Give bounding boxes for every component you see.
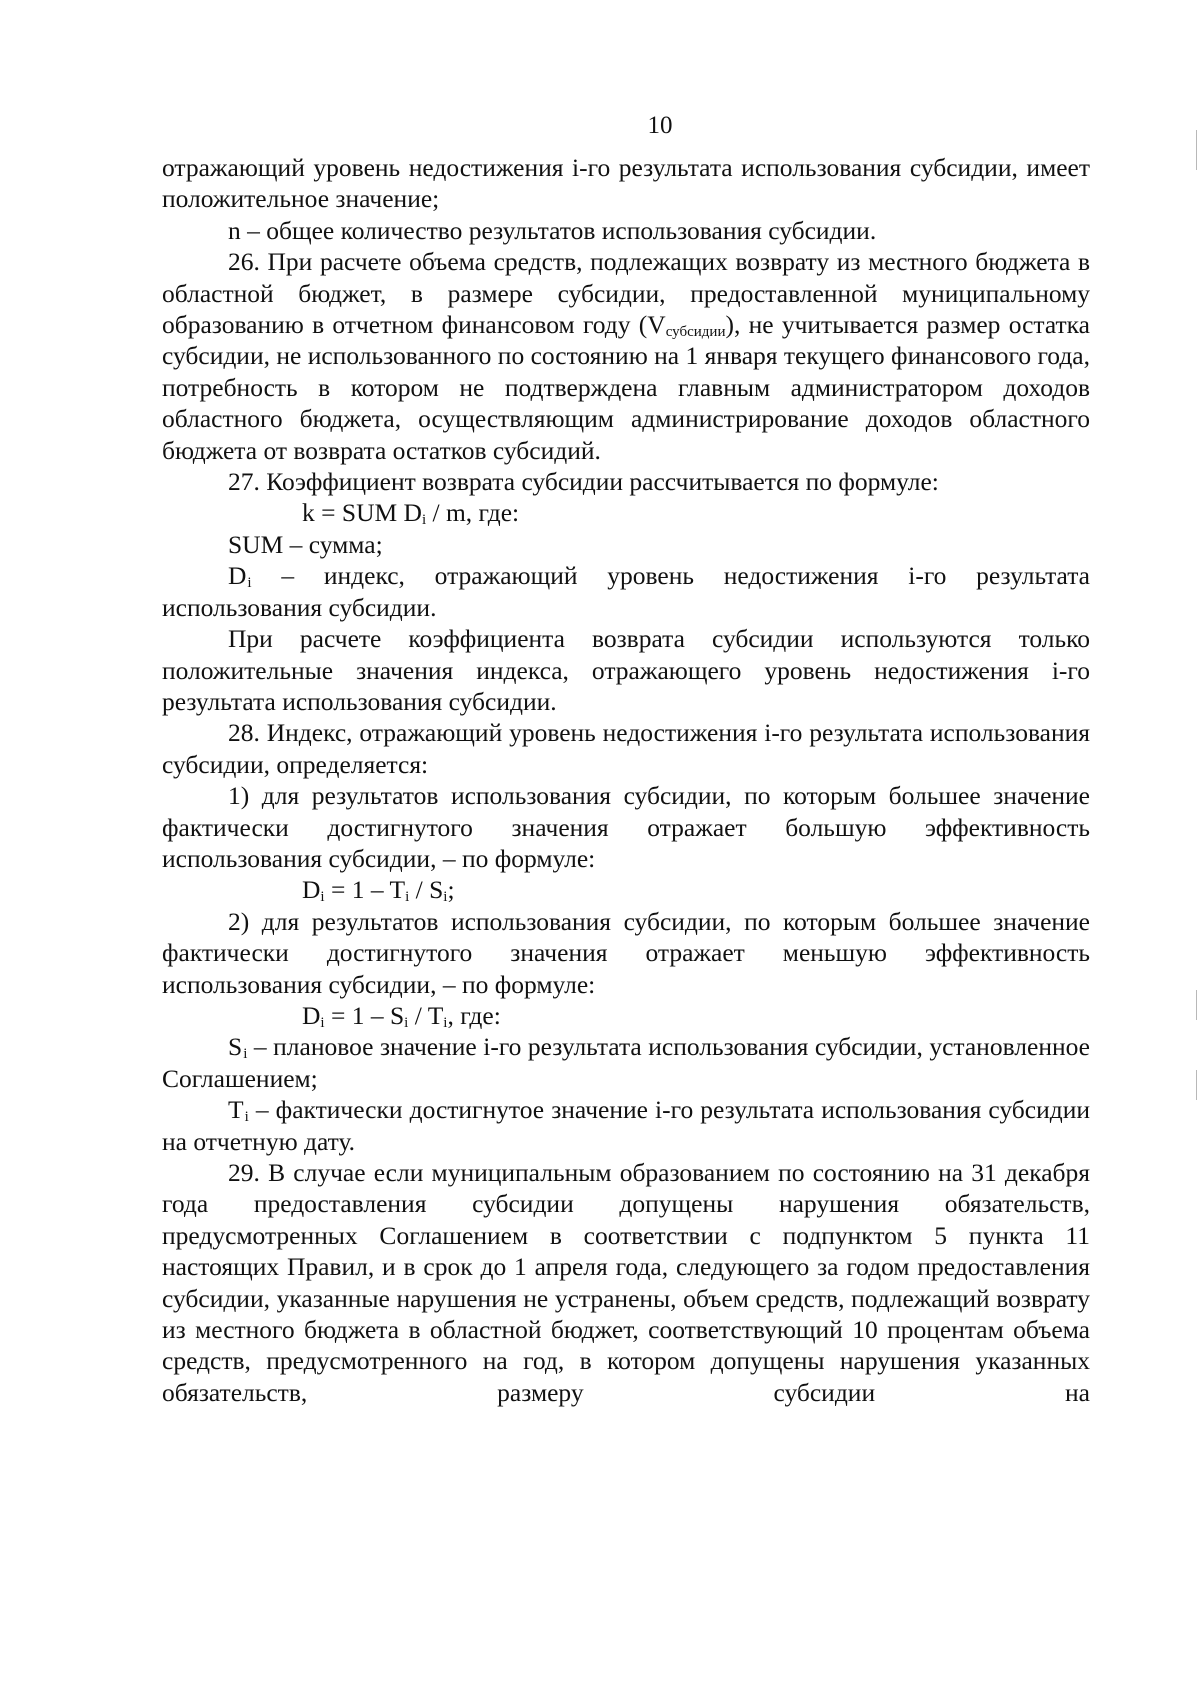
definition-s xyxy=(162,1031,1090,1094)
formula-d1-d: ; xyxy=(447,875,455,905)
paragraph-continuation: отражающий уровень недостижения i-го результата использования субсидии, имеет положительное значение; xyxy=(162,153,1090,214)
paragraph-positive-values: При расчете коэффициента возврата субсидии используются только положительные значения индекса, отражающего уровень недостижения i-го результата использования субсидии. xyxy=(162,624,1090,716)
formula-k-part-a: k = SUM D xyxy=(302,498,422,528)
paragraph-26-text-a: 26. При расчете объема средств, подлежащих возврату из местного бюджета в областной бюджет, в размере субсидии, предоставленной муниципальному образованию в отчетном финансовом году (V xyxy=(162,247,1090,340)
v-subscript: субсидии xyxy=(665,324,726,341)
formula-k-subscript: i xyxy=(421,512,427,529)
formula-d-1 xyxy=(162,874,1090,905)
symbol-d-subscript: i xyxy=(247,575,252,592)
formula-k xyxy=(162,497,1090,528)
formula-d2-sub2: i xyxy=(404,1014,409,1031)
paragraph-28: 28. Индекс, отражающий уровень недостижения i-го результата использования субсидии, определяется: xyxy=(162,718,1090,779)
formula-d1-sub1: i xyxy=(320,889,325,906)
document-body xyxy=(162,152,1090,1408)
formula-d1-b: = 1 – T xyxy=(324,875,406,905)
paragraph-n-definition: n – общее количество результатов использования субсидии. xyxy=(228,215,877,245)
formula-d2-c: / T xyxy=(408,1000,444,1030)
formula-d2-d: , где: xyxy=(447,1000,501,1030)
scan-margin-mark xyxy=(1196,130,1197,170)
formula-k-part-b: / m, где: xyxy=(426,498,520,528)
formula-d1-c: / S xyxy=(409,875,444,905)
page-number: 10 xyxy=(647,112,673,139)
definition-t-text: – фактически достигнутое значение i-го результата использования субсидии на отчетную дату. xyxy=(162,1095,1090,1156)
formula-d2-b: = 1 – S xyxy=(324,1000,405,1030)
item-2: 2) для результатов использования субсидии, по которым большее значение фактически достигнутого значения отражает меньшую эффективность использования субсидии, – по формуле: xyxy=(162,906,1090,999)
formula-d2-a: D xyxy=(302,1000,321,1030)
paragraph-26 xyxy=(162,246,1090,466)
paragraph-29: 29. В случае если муниципальным образованием по состоянию на 31 декабря года предоставления субсидии допущены нарушения обязательств, предусмотренных Соглашением в соответствии с подпунктом 5 пункта 11 настоящих Правил, и в срок до 1 апреля года, следующего за годом предоставления субсидии, указанные нарушения не устранены, объем средств, подлежащий возврату из местного бюджета в областной бюджет, соответствующий 10 процентам объема средств, предусмотренного на год, в котором допущены нарушения указанных обязательств, размеру субсидии на xyxy=(162,1158,1090,1407)
formula-d1-a: D xyxy=(302,875,321,905)
formula-d-2 xyxy=(162,1000,1090,1031)
symbol-t: T xyxy=(228,1095,245,1125)
formula-d1-sub2: i xyxy=(405,889,410,906)
formula-d1-sub3: i xyxy=(443,889,448,906)
symbol-s-subscript: i xyxy=(243,1046,248,1063)
definition-d xyxy=(162,560,1090,623)
definition-t xyxy=(162,1094,1090,1157)
definition-s-text: – плановое значение i-го результата использования субсидии, установленное Соглашением; xyxy=(162,1032,1090,1093)
item-1: 1) для результатов использования субсидии, по которым большее значение фактически достигнутого значения отражает большую эффективность использования субсидии, – по формуле: xyxy=(162,781,1090,873)
symbol-s: S xyxy=(228,1032,244,1062)
paragraph-26-text-b: ), не учитывается размер остатка субсидии, не использованного по состоянию на 1 января текущего финансового года, потребность в котором не подтверждена главным администратором доходов областного бюджета, осуществляющим администрирование доходов областного бюджета от возврата остатков субсидий. xyxy=(162,310,1090,465)
symbol-t-subscript: i xyxy=(244,1109,249,1126)
scan-margin-mark xyxy=(1196,1070,1197,1100)
scan-margin-mark xyxy=(1196,990,1197,1020)
definition-d-text: – индекс, отражающий уровень недостижения i-го результата использования субсидии. xyxy=(162,561,1090,622)
formula-d2-sub1: i xyxy=(320,1014,325,1031)
paragraph-27: 27. Коэффициент возврата субсидии рассчитывается по формуле: xyxy=(228,467,939,497)
formula-d2-sub3: i xyxy=(443,1014,448,1031)
definition-sum: SUM – сумма; xyxy=(228,529,383,559)
symbol-d: D xyxy=(228,561,248,591)
